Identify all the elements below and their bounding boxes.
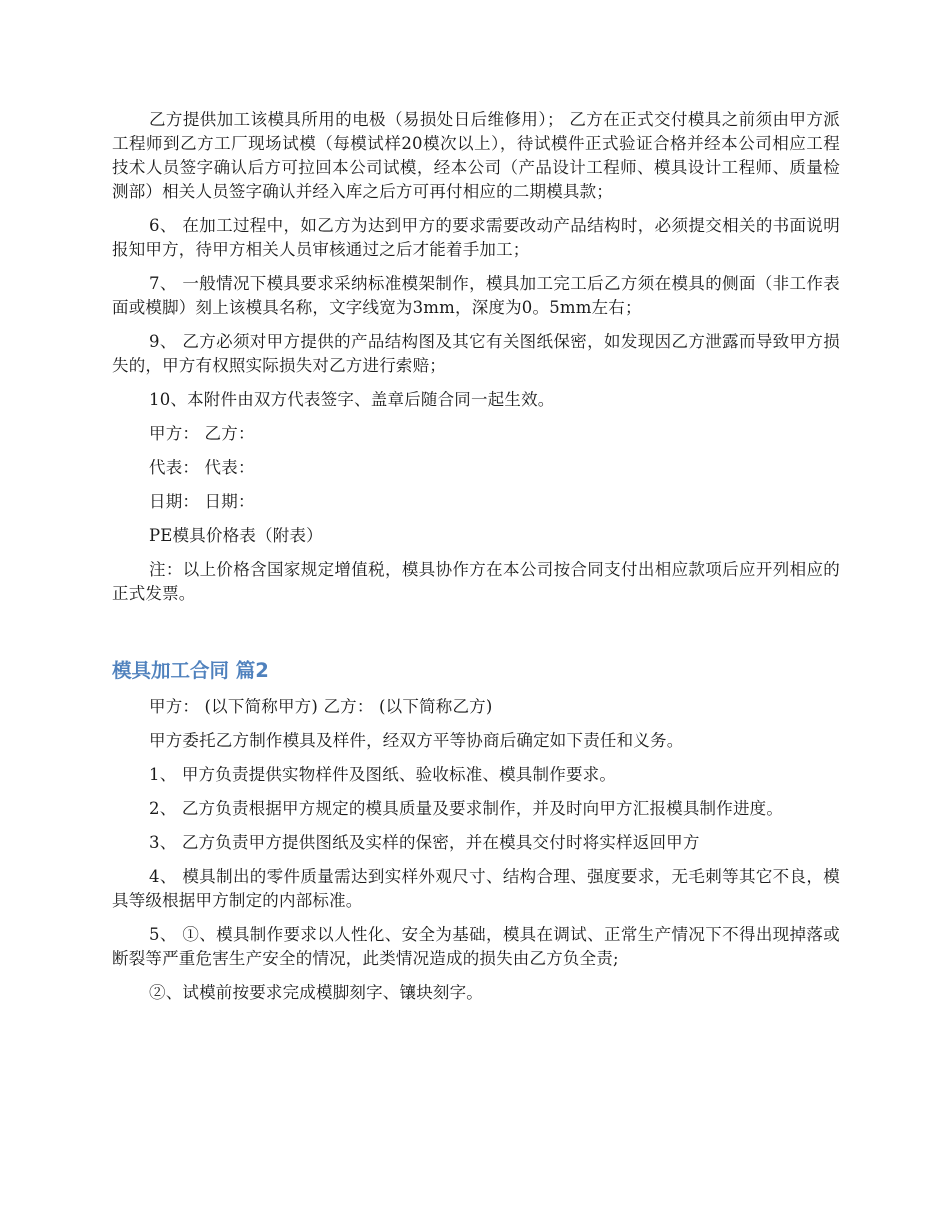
price-table-caption: PE模具价格表（附表）: [149, 526, 323, 545]
section-heading: 模具加工合同 篇2: [112, 659, 269, 682]
signature-dates: 日期： 日期：: [149, 492, 255, 511]
price-note: 注：以上价格含国家规定增值税，模具协作方在本公司按合同支付出相应款项后应开列相应的正式发票。: [112, 560, 840, 603]
clause-4: 4、 模具制出的零件质量需达到实样外观尺寸、结构合理、强度要求，无毛刺等其它不良，模具等级根据甲方制定的内部标准。: [112, 867, 840, 910]
clause-3: 3、 乙方负责甲方提供图纸及实样的保密，并在模具交付时将实样返回甲方: [149, 833, 700, 852]
paragraph-electrode-trial: 乙方提供加工该模具所用的电极（易损处日后维修用）； 乙方在正式交付模具之前须由甲方派工程师到乙方工厂现场试模（每模试样20模次以上），待试模件正式验证合格并经本公司相应工程技术人员签字确认后方可拉回本公司试模，经本公司（产品设计工程师、模具设计工程师、质量检测部）相关人员签字确认并经入库之后方可再付相应的二期模具款；: [112, 110, 840, 201]
paragraph-item-7: 7、 一般情况下模具要求采纳标准模架制作，模具加工完工后乙方须在模具的侧面（非工作表面或模脚）刻上该模具名称，文字线宽为3mm，深度为0。5mm左右；: [112, 274, 840, 317]
signature-representatives: 代表： 代表：: [149, 458, 255, 477]
paragraph-item-9: 9、 乙方必须对甲方提供的产品结构图及其它有关图纸保密，如发现因乙方泄露而导致甲方损失的，甲方有权照实际损失对乙方进行索赔；: [112, 332, 840, 375]
clause-5-sub-2: ②、试模前按要求完成模脚刻字、镶块刻字。: [149, 983, 483, 1002]
clause-2: 2、 乙方负责根据甲方规定的模具质量及要求制作，并及时向甲方汇报模具制作进度。: [149, 799, 784, 818]
paragraph-item-6: 6、 在加工过程中，如乙方为达到甲方的要求需要改动产品结构时，必须提交相关的书面说明报知甲方，待甲方相关人员审核通过之后才能着手加工；: [112, 216, 840, 259]
intro-paragraph: 甲方委托乙方制作模具及样件，经双方平等协商后确定如下责任和义务。: [149, 731, 684, 750]
document-page: [112, 108, 840, 1015]
paragraph-item-10: 10、本附件由双方代表签字、盖章后随合同一起生效。: [149, 390, 555, 409]
clause-5: 5、 ①、模具制作要求以人性化、安全为基础，模具在调试、正常生产情况下不得出现掉落或断裂等严重危害生产安全的情况，此类情况造成的损失由乙方负全责;: [112, 925, 840, 968]
clause-1: 1、 甲方负责提供实物样件及图纸、验收标准、模具制作要求。: [149, 765, 617, 784]
signature-parties: 甲方： 乙方：: [149, 424, 255, 443]
parties-line: 甲方： (以下简称甲方) 乙方： (以下简称乙方): [149, 697, 493, 716]
